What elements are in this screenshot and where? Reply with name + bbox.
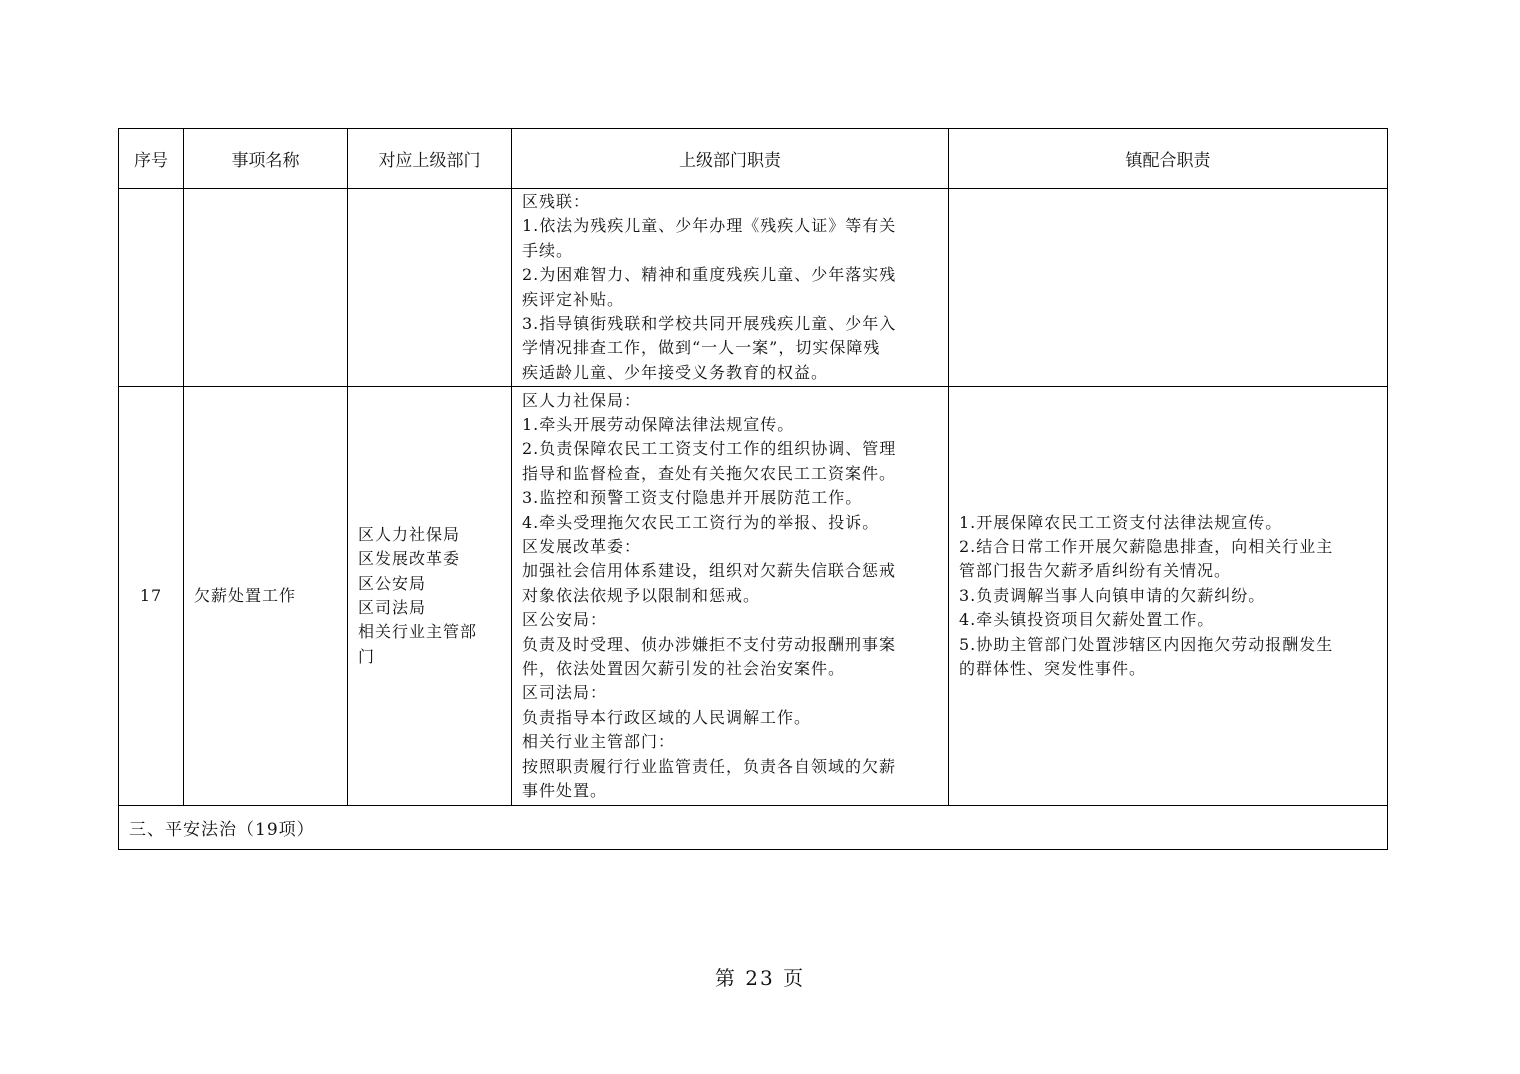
section-title: 三、平安法治（19项） [119, 806, 1388, 850]
text-line: 4.牵头镇投资项目欠薪处置工作。 [959, 610, 1215, 630]
table-row-17 [119, 387, 1388, 806]
header-item-name: 事项名称 [184, 129, 348, 189]
cell-departments [348, 387, 512, 806]
text-line: 管部门报告欠薪矛盾纠纷有关情况。 [959, 561, 1232, 581]
text-line: 区残联： [522, 191, 591, 211]
header-department: 对应上级部门 [348, 129, 512, 189]
text-line: 疾适龄儿童、少年接受义务教育的权益。 [522, 362, 829, 382]
cell-town-duties [949, 387, 1388, 806]
text-line: 按照职责履行行业监管责任，负责各自领域的欠薪 [522, 756, 897, 776]
text-line: 事件处置。 [522, 781, 608, 801]
table-header-row [119, 129, 1388, 189]
text-line: 相关行业主管部 [358, 622, 478, 642]
text-line: 1.牵头开展劳动保障法律法规宣传。 [522, 414, 795, 434]
text-line: 相关行业主管部门： [522, 732, 676, 752]
text-line: 对象依法依规予以限制和惩戒。 [522, 585, 761, 605]
text-line: 2.为困难智力、精神和重度残疾儿童、少年落实残 [522, 265, 897, 285]
cell-item-name: 欠薪处置工作 [184, 387, 348, 806]
text-line: 5.协助主管部门处置涉辖区内因拖欠劳动报酬发生 [959, 634, 1334, 654]
cell-seq-empty [119, 189, 184, 387]
text-line: 区发展改革委 [358, 549, 461, 569]
cell-upper-duties [512, 189, 949, 387]
text-line: 区司法局 [358, 598, 427, 617]
text-line: 的群体性、突发性事件。 [959, 659, 1147, 679]
duty-table [118, 128, 1388, 850]
text-line: 指导和监督检查，查处有关拖欠农民工工资案件。 [522, 463, 897, 483]
text-line: 区司法局： [522, 683, 608, 703]
text-line: 4.牵头受理拖欠农民工工资行为的举报、投诉。 [522, 512, 880, 532]
text-line: 区公安局 [358, 573, 427, 593]
cell-upper-duties [512, 387, 949, 806]
text-line: 区公安局： [522, 610, 608, 630]
page-number: 第 23 页 [714, 966, 806, 990]
text-line: 件，依法处置因欠薪引发的社会治安案件。 [522, 659, 846, 679]
text-line: 学情况排查工作，做到“一人一案”，切实保障残 [522, 338, 881, 358]
table-row-continued [119, 189, 1388, 387]
text-line: 2.负责保障农民工工资支付工作的组织协调、管理 [522, 439, 897, 459]
cell-department-empty [348, 189, 512, 387]
text-line: 区人力社保局 [358, 524, 461, 544]
text-line: 负责及时受理、侦办涉嫌拒不支付劳动报酬刑事案 [522, 634, 897, 654]
text-line: 手续。 [522, 240, 574, 260]
text-line: 加强社会信用体系建设，组织对欠薪失信联合惩戒 [522, 561, 897, 581]
text-line: 门 [358, 646, 376, 666]
header-upper-duties: 上级部门职责 [512, 129, 949, 189]
text-line: 区人力社保局： [522, 390, 642, 410]
text-line: 1.依法为残疾儿童、少年办理《残疾人证》等有关 [522, 216, 897, 236]
text-line: 3.指导镇街残联和学校共同开展残疾儿童、少年入 [522, 313, 897, 333]
header-seq: 序号 [119, 129, 184, 189]
header-town-duties: 镇配合职责 [949, 129, 1388, 189]
text-line: 区发展改革委： [522, 536, 642, 556]
text-line: 3.负责调解当事人向镇申请的欠薪纠纷。 [959, 585, 1266, 605]
cell-seq: 17 [119, 387, 184, 806]
text-line: 疾评定补贴。 [522, 289, 625, 309]
text-line: 1.开展保障农民工工资支付法律法规宣传。 [959, 512, 1283, 532]
section-row [119, 806, 1388, 850]
text-line: 2.结合日常工作开展欠薪隐患排查，向相关行业主 [959, 536, 1334, 556]
text-line: 负责指导本行政区域的人民调解工作。 [522, 707, 812, 727]
cell-town-empty [949, 189, 1388, 387]
cell-item-empty [184, 189, 348, 387]
text-line: 3.监控和预警工资支付隐患并开展防范工作。 [522, 488, 863, 508]
